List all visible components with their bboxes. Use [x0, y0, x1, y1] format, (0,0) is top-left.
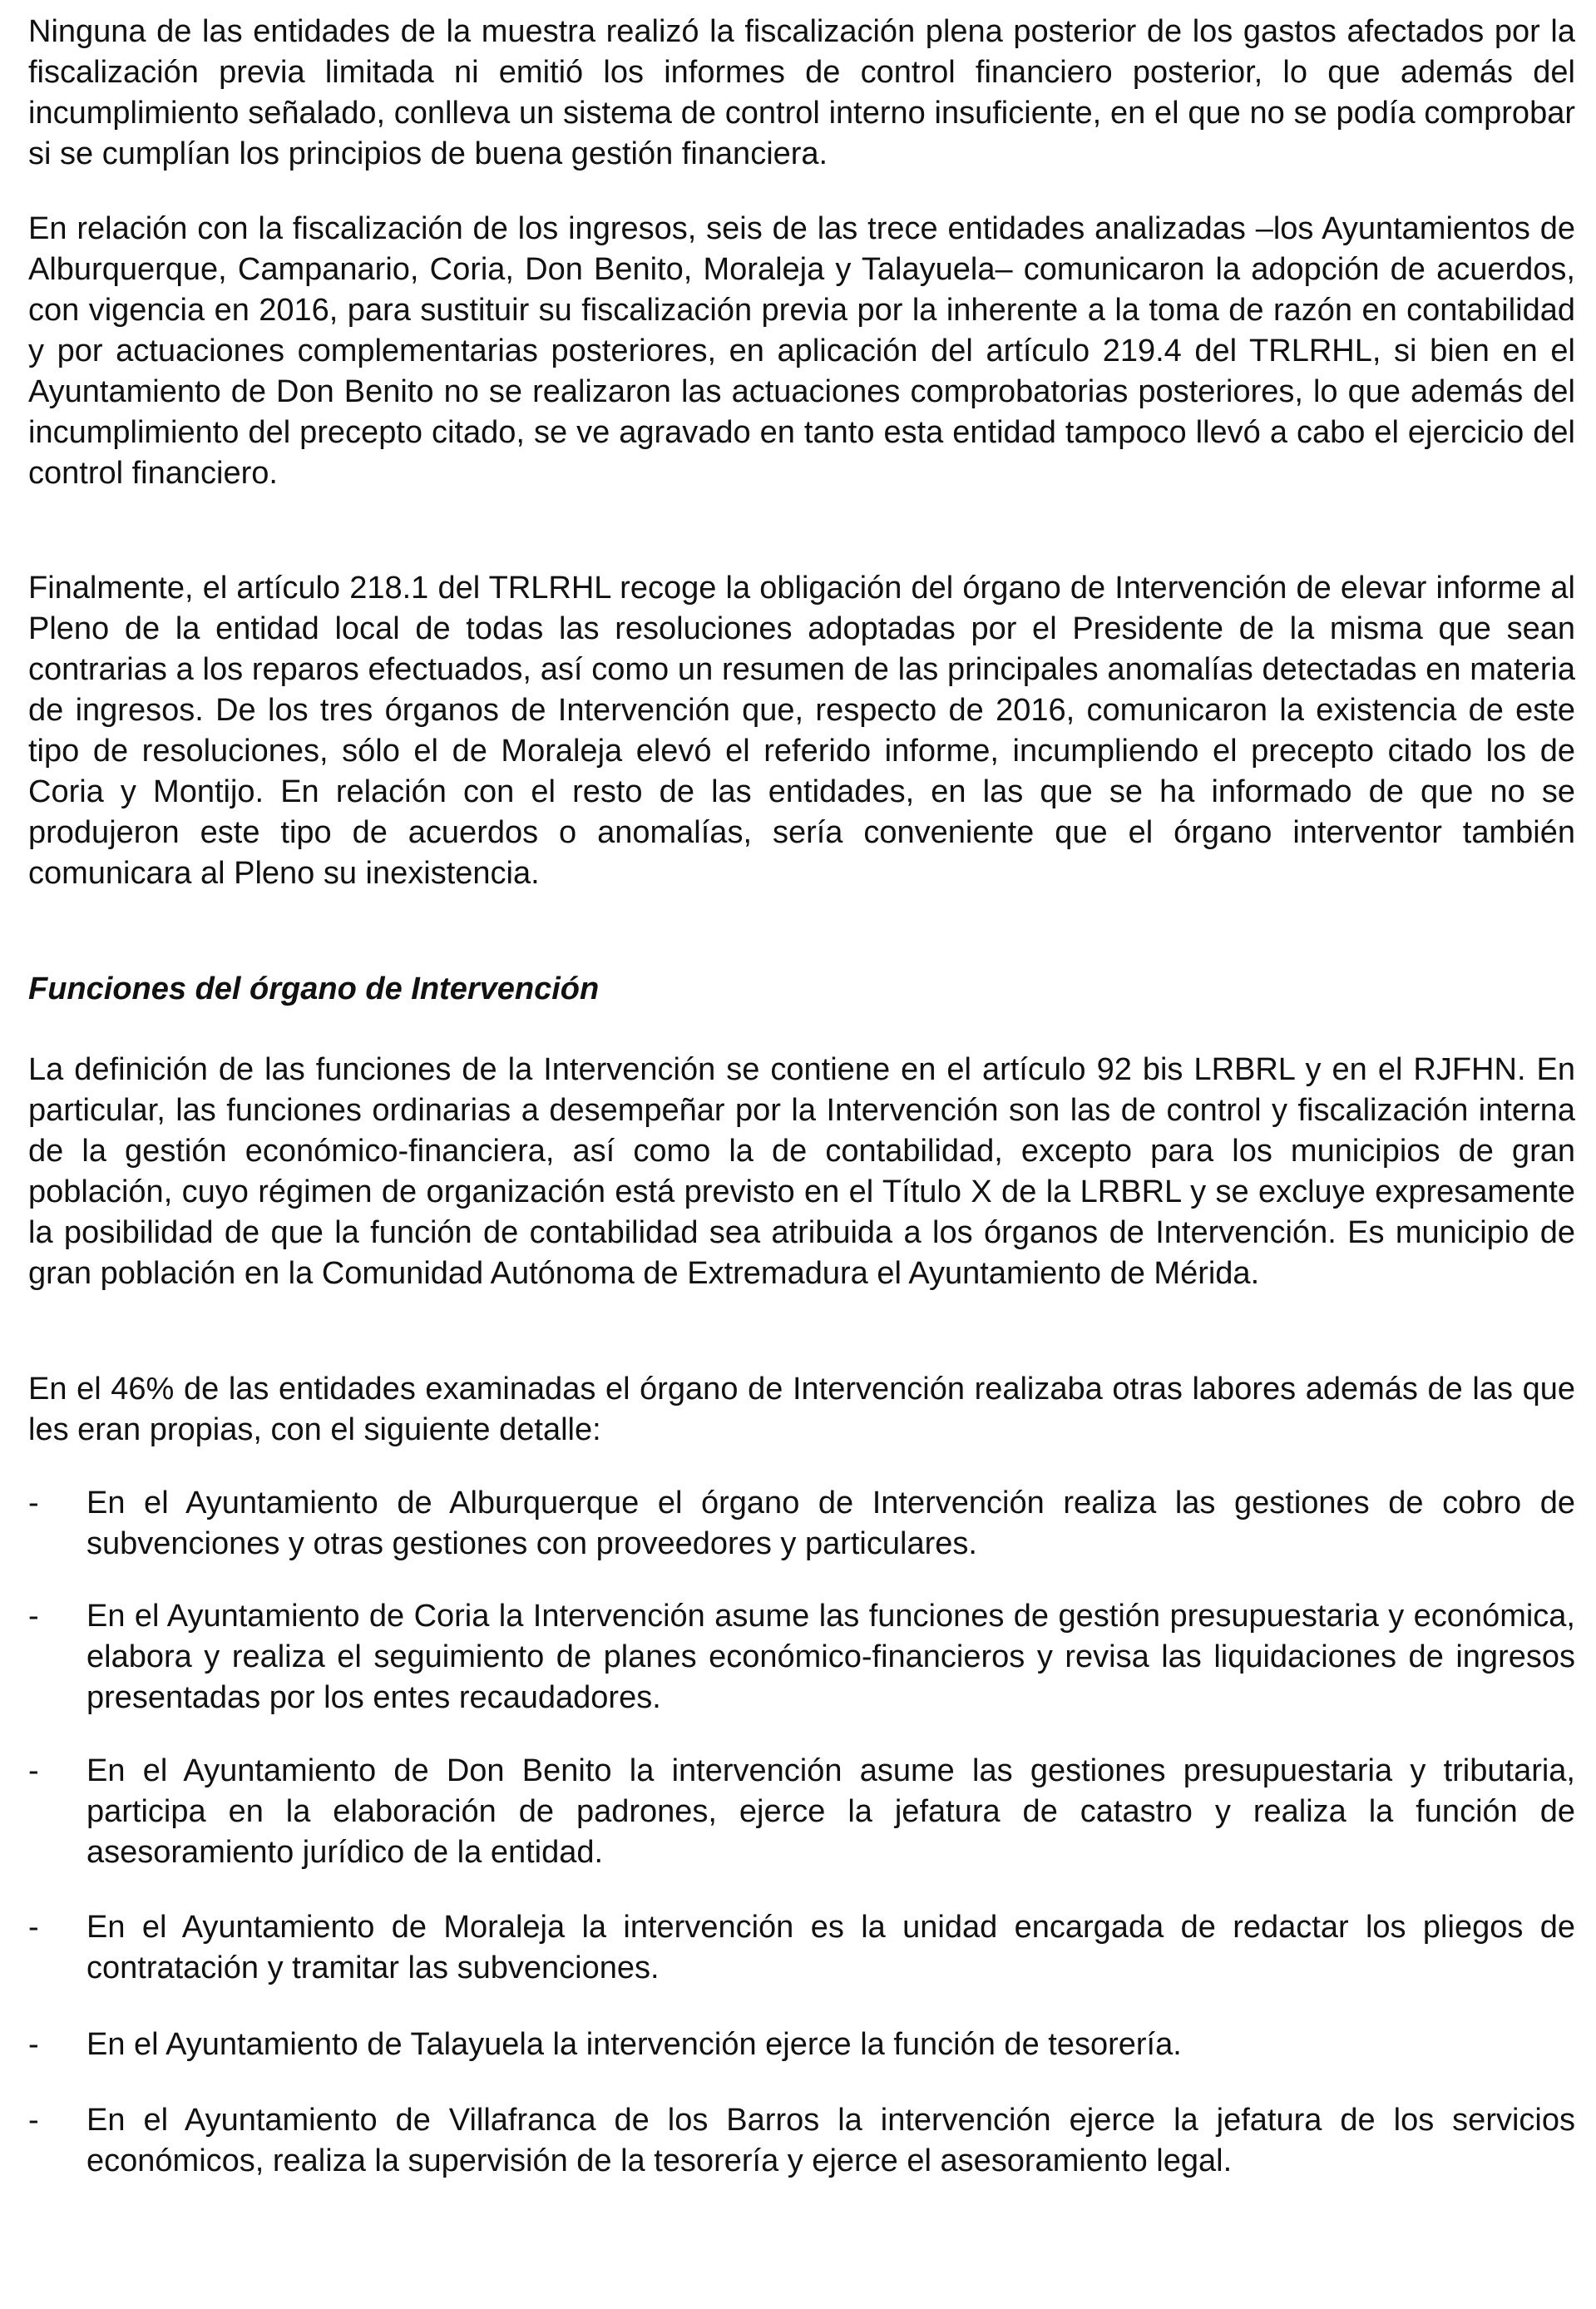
list-bullet: -: [28, 2103, 39, 2138]
paragraph-otras-labores: En el 46% de las entidades examinadas el órgano de Intervención realizaba otras labores además de las que les eran propias, con el siguiente detalle:: [28, 1372, 1575, 1447]
list-bullet: -: [28, 1599, 39, 1634]
list-item-talayuela: [28, 2025, 1575, 2065]
list-item-moraleja: [28, 1907, 1575, 1989]
list-item-text: En el Ayuntamiento de Coria la Intervención asume las funciones de gestión presupuestaria y económica, elabora y realiza el seguimiento de planes económico-financieros y revisa las liquidaciones de ingresos presentadas por los entes recaudadores.: [86, 1599, 1575, 1715]
paragraph-definicion-funciones: La definición de las funciones de la Intervención se contiene en el artículo 92 bis LRBRL y en el RJFHN. En particular, las funciones ordinarias a desempeñar por la Intervención son las de control y fiscalización interna de la gestión económico-financiera, así como la de contabilidad, excepto para los municipios de gran población, cuyo régimen de organización está previsto en el Título X de la LRBRL y se excluye expresamente la posibilidad de que la función de contabilidad sea atribuida a los órganos de Intervención. Es municipio de gran población en la Comunidad Autónoma de Extremadura el Ayuntamiento de Mérida.: [28, 1052, 1575, 1291]
list-bullet: -: [28, 1486, 39, 1520]
list-item-text: En el Ayuntamiento de Don Benito la intervención asume las gestiones presupuestaria y tributaria, participa en la elaboración de padrones, ejerce la jefatura de catastro y realiza la función de asesoramiento jurídico de la entidad.: [86, 1753, 1575, 1870]
tasks-list: [28, 0, 1575, 2309]
list-item-alburquerque: [28, 1483, 1575, 1565]
list-item-text: En el Ayuntamiento de Moraleja la intervención es la unidad encargada de redactar los pliegos de contratación y tramitar las subvenciones.: [86, 1910, 1575, 1985]
paragraph-articulo-218: Finalmente, el artículo 218.1 del TRLRHL recoge la obligación del órgano de Intervención de elevar informe al Pleno de la entidad local de todas las resoluciones adoptadas por el Presidente de la misma que sean contrarias a los reparos efectuados, así como un resumen de las principales anomalías detectadas en materia de ingresos. De los tres órganos de Intervención que, respecto de 2016, comunicaron la existencia de este tipo de resoluciones, sólo el de Moraleja elevó el referido informe, incumpliendo el precepto citado los de Coria y Montijo. En relación con el resto de las entidades, en las que se ha informado de que no se produjeron este tipo de acuerdos o anomalías, sería conveniente que el órgano interventor también comunicara al Pleno su inexistencia.: [28, 571, 1575, 891]
list-bullet: -: [28, 1753, 39, 1788]
paragraph-fiscalizacion-plena: Ninguna de las entidades de la muestra realizó la fiscalización plena posterior de los gastos afectados por la fiscalización previa limitada ni emitió los informes de control financiero posterior, lo que además del incumplimiento señalado, conlleva un sistema de control interno insuficiente, en el que no se podía comprobar si se cumplían los principios de buena gestión financiera.: [28, 14, 1575, 171]
list-item-don-benito: [28, 1751, 1575, 1873]
list-item-text: En el Ayuntamiento de Talayuela la intervención ejerce la función de tesorería.: [86, 2027, 1182, 2062]
paragraph-fiscalizacion-ingresos: En relación con la fiscalización de los ingresos, seis de las trece entidades analizadas –los Ayuntamientos de Alburquerque, Campanario, Coria, Don Benito, Moraleja y Talayuela– comunicaron la adopción de acuerdos, con vigencia en 2016, para sustituir su fiscalización previa por la inherente a la toma de razón en contabilidad y por actuaciones complementarias posteriores, en aplicación del artículo 219.4 del TRLRHL, si bien en el Ayuntamiento de Don Benito no se realizaron las actuaciones comprobatorias posteriores, lo que además del incumplimiento del precepto citado, se ve agravado en tanto esta entidad tampoco llevó a cabo el ejercicio del control financiero.: [28, 211, 1575, 491]
list-item-villafranca: [28, 2100, 1575, 2182]
list-bullet: -: [28, 1910, 39, 1945]
section-heading: Funciones del órgano de Intervención: [28, 972, 600, 1006]
list-item-coria: [28, 1596, 1575, 1718]
list-bullet: -: [28, 2027, 39, 2062]
list-item-text: En el Ayuntamiento de Villafranca de los Barros la intervención ejerce la jefatura de los servicios económicos, realiza la supervisión de la tesorería y ejerce el asesoramiento legal.: [86, 2103, 1575, 2178]
list-item-text: En el Ayuntamiento de Alburquerque el órgano de Intervención realiza las gestiones de cobro de subvenciones y otras gestiones con proveedores y particulares.: [86, 1486, 1575, 1561]
